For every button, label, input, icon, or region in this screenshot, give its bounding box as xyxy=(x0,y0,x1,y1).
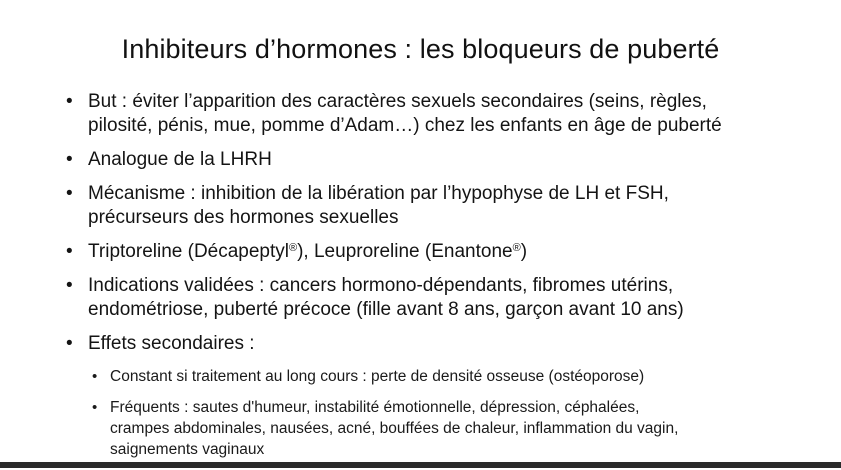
sub-bullet-dot: • xyxy=(92,368,98,385)
bullet-dot: • xyxy=(66,241,73,262)
bullet-text-line: But : éviter l’apparition des caractères sexuels secondaires (seins, règles, xyxy=(88,91,707,112)
sub-bullet-frequent xyxy=(88,397,804,460)
bullet-text-line: Mécanisme : inhibition de la libération par l’hypophyse de LH et FSH, xyxy=(88,183,669,204)
bullet-text-line xyxy=(88,240,804,264)
bullet-dot: • xyxy=(66,183,73,204)
sub-bullet-dot: • xyxy=(92,399,98,416)
bullet-mechanism xyxy=(64,182,804,230)
bullet-text-line: Indications validées : cancers hormono-dépendants, fibromes utérins, xyxy=(88,275,674,296)
sub-bullet-list xyxy=(88,366,804,460)
bullet-dot: • xyxy=(66,275,73,296)
sub-bullet-text-line: Fréquents : sautes d'humeur, instabilité émotionnelle, dépression, céphalées, xyxy=(110,399,640,416)
drug-text-part: ) xyxy=(520,241,528,262)
slide-title: Inhibiteurs d’hormones : les bloqueurs de puberté xyxy=(121,34,720,64)
bullet-text-line: pilosité, pénis, mue, pomme d’Adam…) chez les enfants en âge de puberté xyxy=(88,115,722,136)
bullet-text-line: précurseurs des hormones sexuelles xyxy=(88,207,399,228)
bullet-text-line: Analogue de la LHRH xyxy=(88,149,272,170)
bullet-drugs xyxy=(64,240,804,264)
registered-mark: ® xyxy=(512,242,521,254)
bullet-dot: • xyxy=(66,91,73,112)
bullet-dot: • xyxy=(66,149,73,170)
sub-bullet-text-line: crampes abdominales, nausées, acné, bouffées de chaleur, inflammation du vagin, xyxy=(110,420,679,437)
bullet-text-line: Effets secondaires : xyxy=(88,333,255,354)
bullet-list xyxy=(64,90,804,470)
bullet-side-effects xyxy=(64,332,804,460)
bullet-indications xyxy=(64,274,804,322)
bullet-analogue xyxy=(64,148,804,172)
bullet-dot: • xyxy=(66,333,73,354)
sub-bullet-constant xyxy=(88,366,804,387)
bullet-text-line: endométriose, puberté précoce (fille avant 8 ans, garçon avant 10 ans) xyxy=(88,299,684,320)
registered-mark: ® xyxy=(289,242,298,254)
bullet-goal xyxy=(64,90,804,138)
sub-bullet-text-line: Constant si traitement au long cours : perte de densité osseuse (ostéoporose) xyxy=(110,368,645,385)
sub-bullet-text-line: saignements vaginaux xyxy=(110,441,265,458)
drug-text-part: Triptoreline (Décapeptyl xyxy=(88,241,289,262)
drug-text-part: ), Leuproreline (Enantone xyxy=(297,241,513,262)
